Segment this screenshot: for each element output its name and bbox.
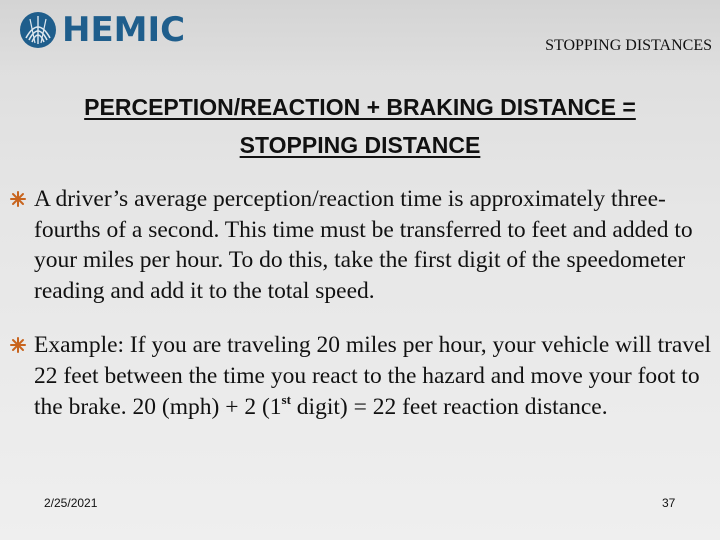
footer-date: 2/25/2021 xyxy=(44,496,98,510)
company-logo xyxy=(18,10,185,50)
bullet-text-before: Example: If you are traveling 20 miles per hour, your vehicle will travel 22 feet between the time you react to the hazard and move your foot to the brake. 20 (mph) + 2 (1 xyxy=(34,332,712,420)
section-title: STOPPING DISTANCES xyxy=(545,37,712,54)
shell-logo-icon xyxy=(18,10,58,50)
logo-text: HEMIC xyxy=(62,10,186,50)
page-number: 37 xyxy=(662,496,676,510)
ordinal-superscript: st xyxy=(281,391,291,407)
bullet-item xyxy=(8,184,713,306)
headline-line-2: STOPPING DISTANCE xyxy=(239,132,481,158)
bullet-text-after: digit) = 22 feet reaction distance. xyxy=(290,393,608,420)
bullet-item xyxy=(8,330,713,422)
headline-line-1: PERCEPTION/REACTION + BRAKING DISTANCE = xyxy=(84,94,636,120)
bullet-list xyxy=(8,184,713,422)
slide-headline xyxy=(0,88,720,164)
bullet-text: A driver’s average perception/reaction time is approximately three-fourths of a second. This time must be transferred to feet and added to your miles per hour. To do this, take the first digit of the speedometer reading and add it to the total speed. xyxy=(34,186,693,304)
starburst-bullet-icon xyxy=(10,191,26,207)
starburst-bullet-icon xyxy=(10,337,26,353)
